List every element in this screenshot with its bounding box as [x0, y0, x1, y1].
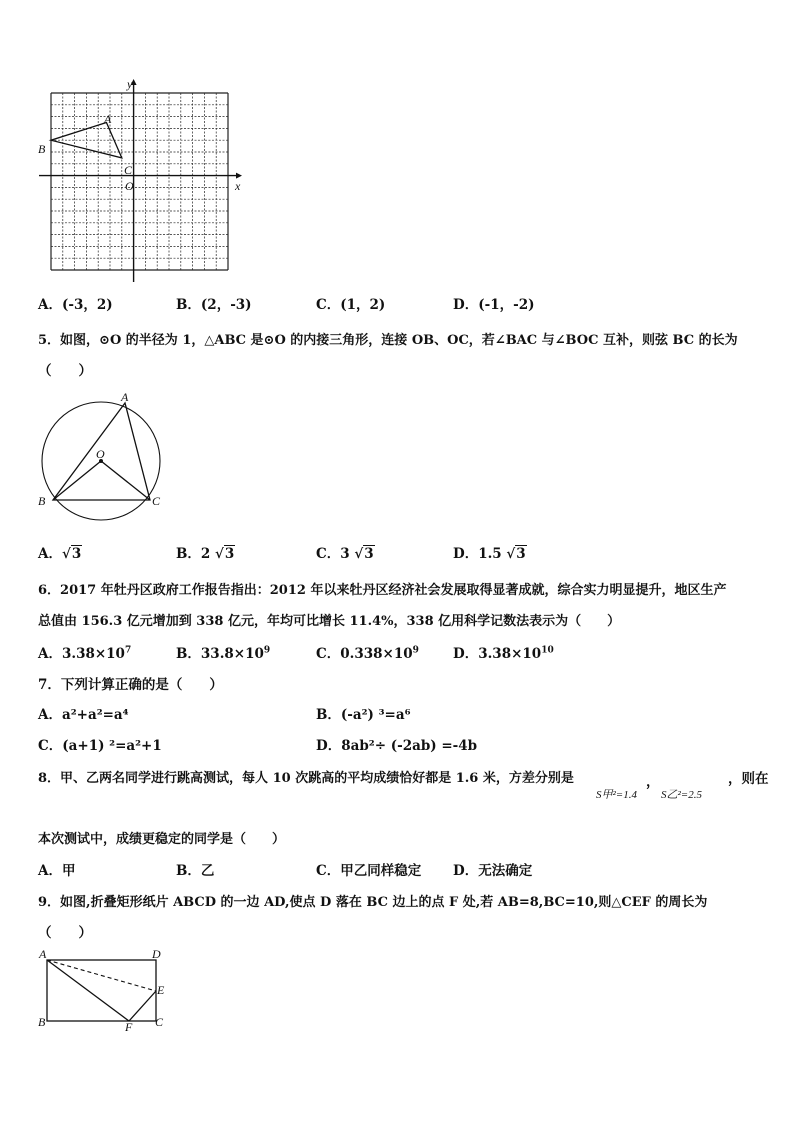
segment-af — [47, 960, 129, 1021]
q8-separator: ， — [646, 774, 660, 790]
q8-question-tail: ，则在 — [728, 771, 769, 787]
q5-figure — [30, 390, 180, 520]
q4-option-b[interactable]: B．(2，-3) — [176, 297, 252, 313]
q5-blank: （ ） — [38, 363, 92, 379]
q4-option-d[interactable]: D．(-1，-2) — [453, 297, 535, 313]
q6-option-b[interactable]: B．$33.8\times 10^9$ — [176, 645, 271, 662]
segment-fe — [129, 991, 156, 1021]
q5-option-d[interactable]: D．1.5 √3 — [453, 546, 526, 562]
q9-question: 9．如图,折叠矩形纸片 ABCD 的一边 AD,使点 D 落在 BC 边上的点 F 处,若 AB=8,BC=10,则△CEF 的周长为 — [38, 895, 708, 910]
q5-option-b[interactable]: B．2 √3 — [176, 546, 235, 562]
point-label-a: A — [121, 390, 129, 404]
q5-option-a[interactable]: A．√3 — [38, 546, 82, 562]
point-label-e: E — [157, 983, 165, 997]
variance-yi: S乙²=2.5 — [661, 789, 702, 801]
point-label-b: B — [38, 494, 46, 508]
point-label-b: B — [38, 1015, 46, 1029]
point-label-c: C — [152, 494, 161, 508]
q9-blank: （ ） — [38, 925, 92, 941]
variance-jia: S甲²=1.4 — [596, 789, 637, 801]
q8-question-line1: 8．甲、乙两名同学进行跳高测试，每人 10 次跳高的平均成绩恰好都是 1.6 米，方差分别是 — [38, 771, 574, 786]
axis-label-x: x — [235, 179, 241, 193]
q4-option-c[interactable]: C．(1，2) — [316, 297, 386, 313]
coordinate-grid — [30, 75, 250, 280]
q4-option-a[interactable]: A．(-3，2) — [38, 297, 113, 313]
q8-option-b[interactable]: B．乙 — [176, 863, 215, 879]
x-axis-arrow — [236, 173, 242, 179]
q7-question: 7．下列计算正确的是（ ） — [38, 677, 223, 693]
rectangle-abcd — [47, 960, 156, 1021]
point-label-f: F — [125, 1020, 133, 1034]
q9-figure — [30, 945, 180, 1035]
point-label-d: D — [152, 947, 161, 961]
q6-question-line2: 总值由 156.3 亿元增加到 338 亿元，年均可比增长 11.4%，338 亿用科学记数法表示为（ ） — [38, 614, 621, 629]
segment-oc — [101, 461, 150, 500]
q6-option-c[interactable]: C．$0.338\times 10^9$ — [316, 645, 419, 662]
point-label-a: A — [39, 947, 47, 961]
point-label-o: O — [96, 447, 105, 461]
q8-question-line2: 本次测试中，成绩更稳定的同学是（ ） — [38, 832, 286, 847]
q8-option-c[interactable]: C．甲乙同样稳定 — [316, 863, 422, 879]
q6-option-a[interactable]: A．$3.38\times 10^7$ — [38, 645, 132, 662]
q5-option-c[interactable]: C．3 √3 — [316, 546, 374, 562]
q6-option-d[interactable]: D．$3.38\times 10^{10}$ — [453, 645, 554, 662]
q6-question-line1: 6．2017 年牡丹区政府工作报告指出：2012 年以来牡丹区经济社会发展取得显著成就，综合实力明显提升，地区生产 — [38, 583, 727, 598]
q8-option-d[interactable]: D．无法确定 — [453, 863, 533, 879]
q5-question: 5．如图，⊙O 的半径为 1，△ABC 是⊙O 的内接三角形，连接 OB、OC，若∠BAC 与∠BOC 互补，则弦 BC 的长为 — [38, 333, 738, 348]
point-label-b: B — [38, 142, 46, 156]
point-label-a: A — [104, 112, 112, 126]
q4-figure — [30, 75, 250, 280]
point-label-c: C — [155, 1015, 164, 1029]
q7-option-c[interactable]: C．(a+1) ²=a²+1 — [38, 738, 162, 754]
axis-label-y: y — [127, 77, 133, 91]
q7-option-a[interactable]: A．a²+a²=a⁴ — [38, 707, 129, 723]
q7-option-d[interactable]: D．8ab²÷ (-2ab) =-4b — [316, 738, 478, 754]
q7-option-b[interactable]: B．(-a²) ³=a⁶ — [316, 707, 411, 723]
origin-label: O — [125, 179, 134, 193]
point-label-c: C — [124, 163, 133, 177]
segment-ae-dashed — [47, 960, 156, 991]
q8-option-a[interactable]: A．甲 — [38, 863, 76, 879]
